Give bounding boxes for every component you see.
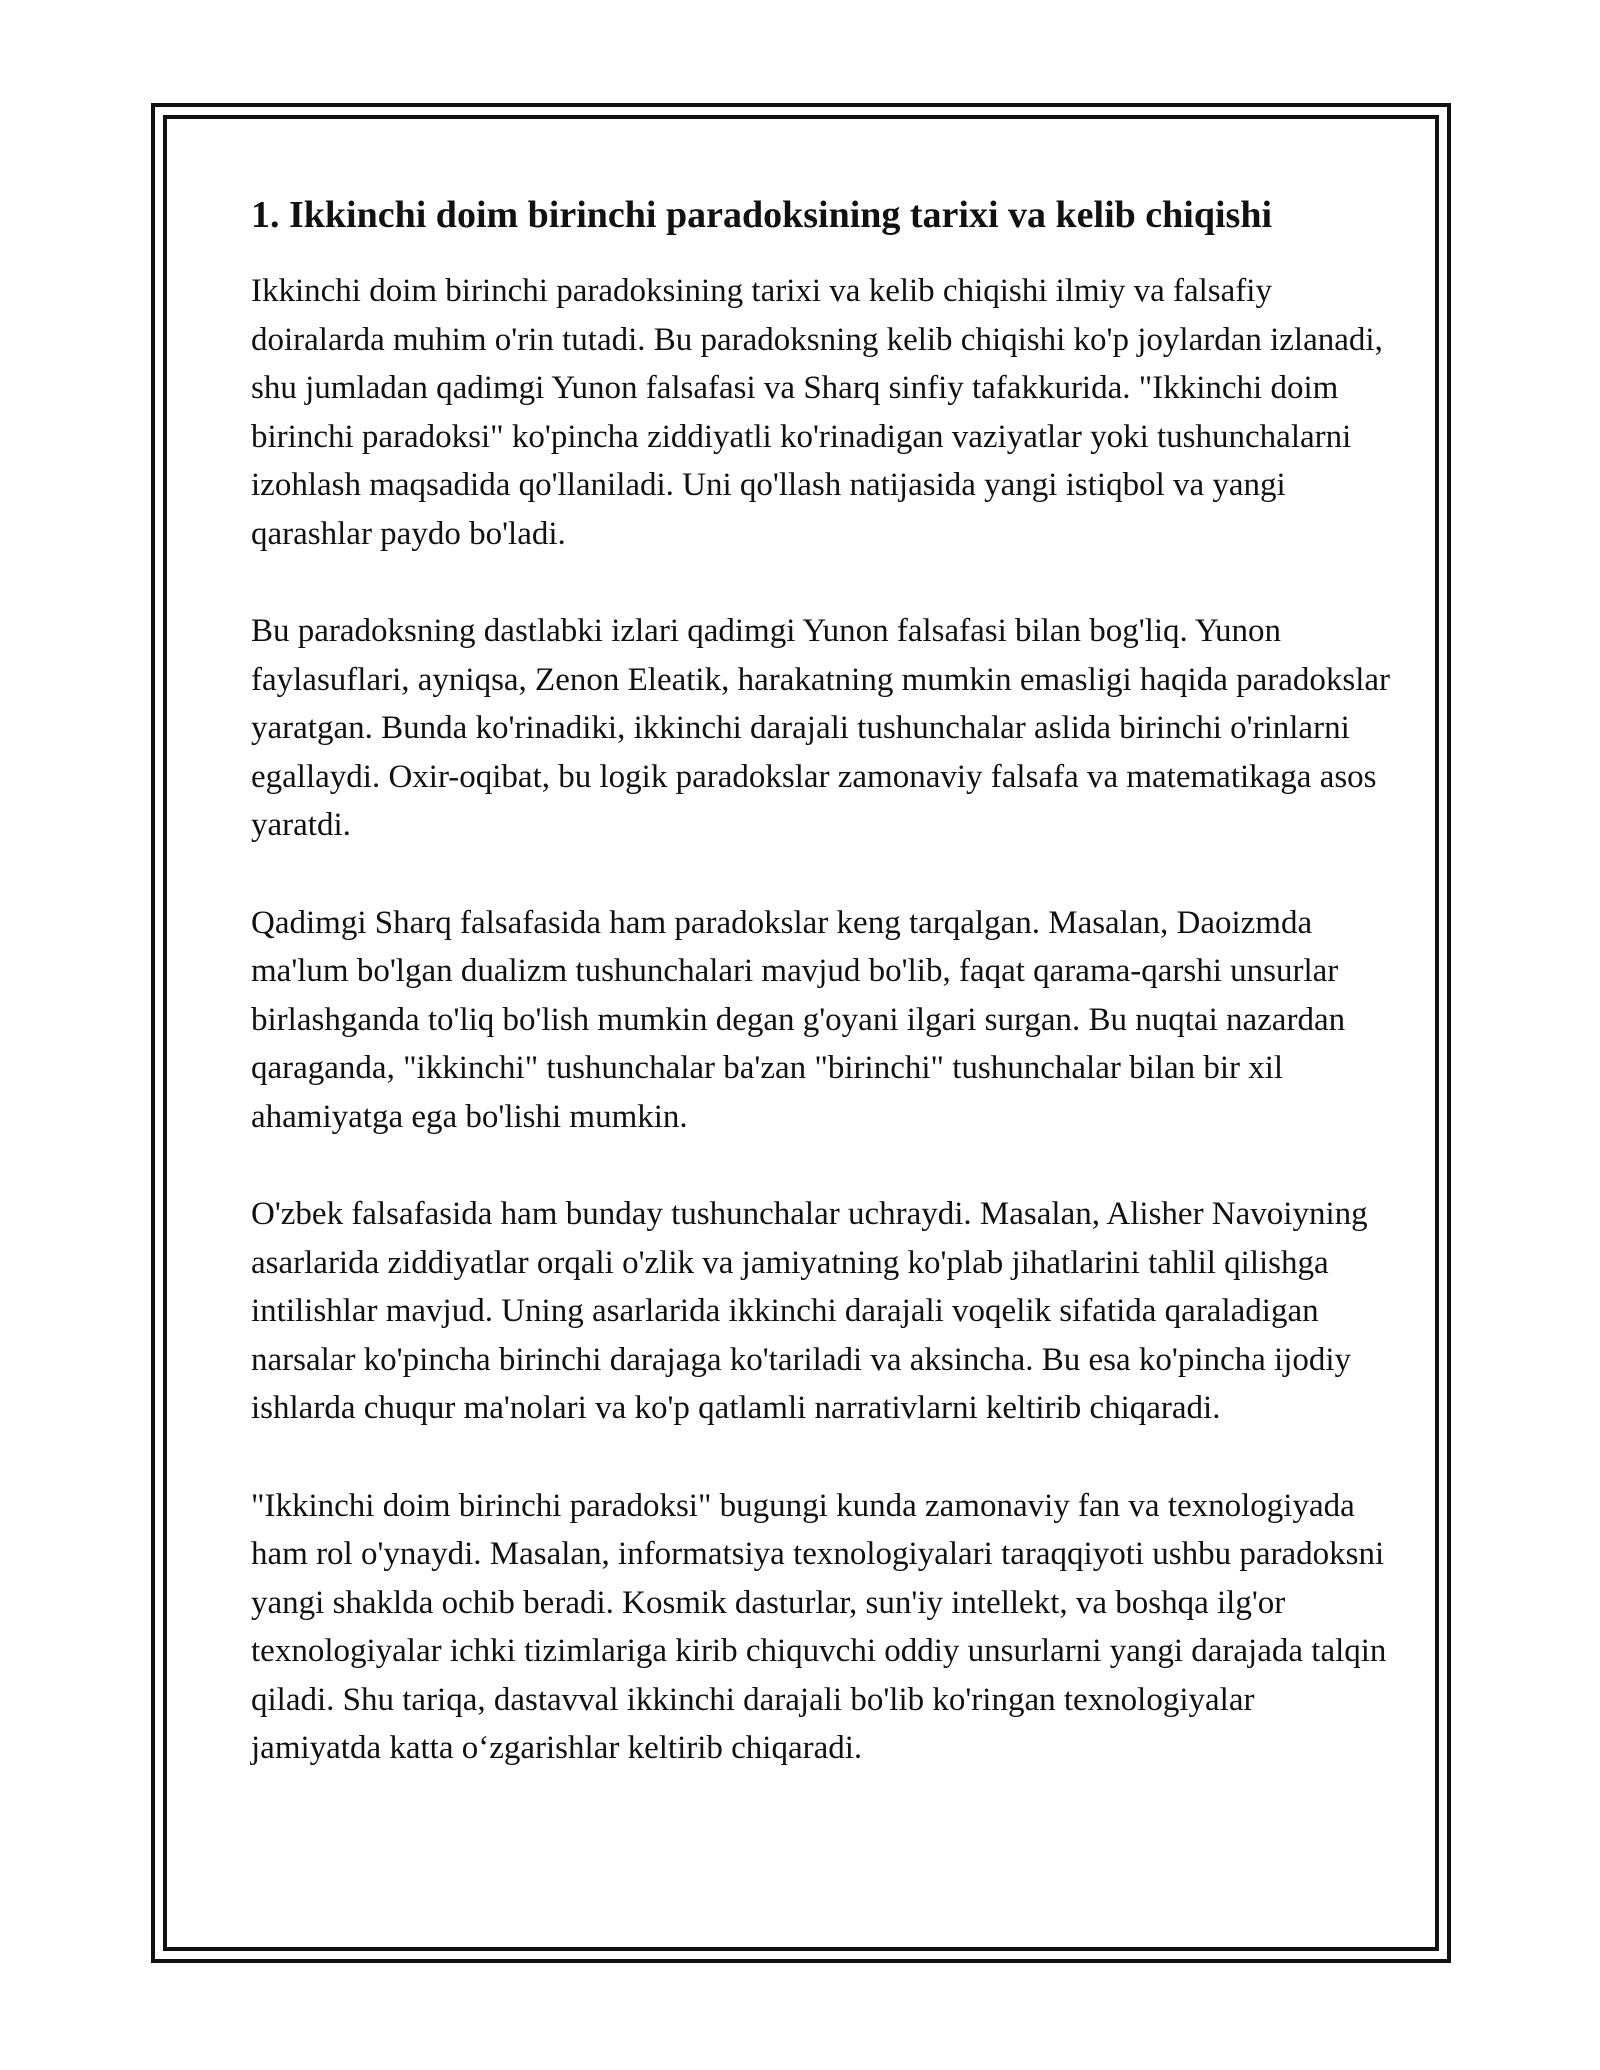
paragraph-2: Bu paradoksning dastlabki izlari qadimgi Yunon falsafasi bilan bog'liq. Yunon faylasuflari, ayniqsa, Zenon Eleatik, harakatning mumkin emasligi haqida paradokslar yaratgan. Bunda ko'rinadiki, ikkinchi darajali tushunchalar aslida birinchi o'rinlarni egallaydi. Oxir-oqibat, bu logik paradokslar zamonaviy falsafa va matematikaga asos yaratdi. — [251, 613, 1391, 843]
paragraph-1: Ikkinchi doim birinchi paradoksining tarixi va kelib chiqishi ilmiy va falsafiy doiralarda muhim o'rin tutadi. Bu paradoksning kelib chiqishi ko'p joylardan izlanadi, shu jumladan qadimgi Yunon falsafasi va Sharq sinfiy tafakkurida. "Ikkinchi doim birinchi paradoksi" ko'pincha ziddiyatli ko'rinadigan vaziyatlar yoki tushunchalarni izohlash maqsadida qo'llaniladi. Uni qo'llash natijasida yangi istiqbol va yangi qarashlar paydo bo'ladi. — [251, 273, 1383, 552]
page-border-inner — [163, 115, 1439, 1951]
document-body — [251, 191, 1391, 1822]
paragraph-5: "Ikkinchi doim birinchi paradoksi" bugungi kunda zamonaviy fan va texnologiyada ham rol o'ynaydi. Masalan, informatsiya texnologiyalari taraqqiyoti ushbu paradoksni yangi shaklda ochib beradi. Kosmik dasturlar, sun'iy intellekt, va boshqa ilg'or texnologiyalar ichki tizimlariga kirib chiquvchi oddiy unsurlarni yangi darajada talqin qiladi. Shu tariqa, dastavval ikkinchi darajali bo'lib ko'ringan texnologiyalar jamiyatda katta o‘zgarishlar keltirib chiqaradi. — [251, 1487, 1387, 1766]
page-border-outer — [151, 103, 1451, 1963]
paragraph-3: Qadimgi Sharq falsafasida ham paradokslar keng tarqalgan. Masalan, Daoizmda ma'lum bo'lgan dualizm tushunchalari mavjud bo'lib, faqat qarama-qarshi unsurlar birlashganda to'liq bo'lish mumkin degan g'oyani ilgari surgan. Bu nuqtai nazardan qaraganda, "ikkinchi" tushunchalar ba'zan "birinchi" tushunchalar bilan bir xil ahamiyatga ega bo'lishi mumkin. — [251, 904, 1346, 1135]
section-title: 1. Ikkinchi doim birinchi paradoksining tarixi va kelib chiqishi — [251, 194, 1273, 236]
paragraph-4: O'zbek falsafasida ham bunday tushunchalar uchraydi. Masalan, Alisher Navoiyning asarlarida ziddiyatlar orqali o'zlik va jamiyatning ko'plab jihatlarini tahlil qilishga intilishlar mavjud. Uning asarlarida ikkinchi darajali voqelik sifatida qaraladigan narsalar ko'pincha birinchi darajaga ko'tariladi va aksincha. Bu esa ko'pincha ijodiy ishlarda chuqur ma'nolari va ko'p qatlamli narrativlarni keltirib chiqaradi. — [251, 1196, 1368, 1426]
